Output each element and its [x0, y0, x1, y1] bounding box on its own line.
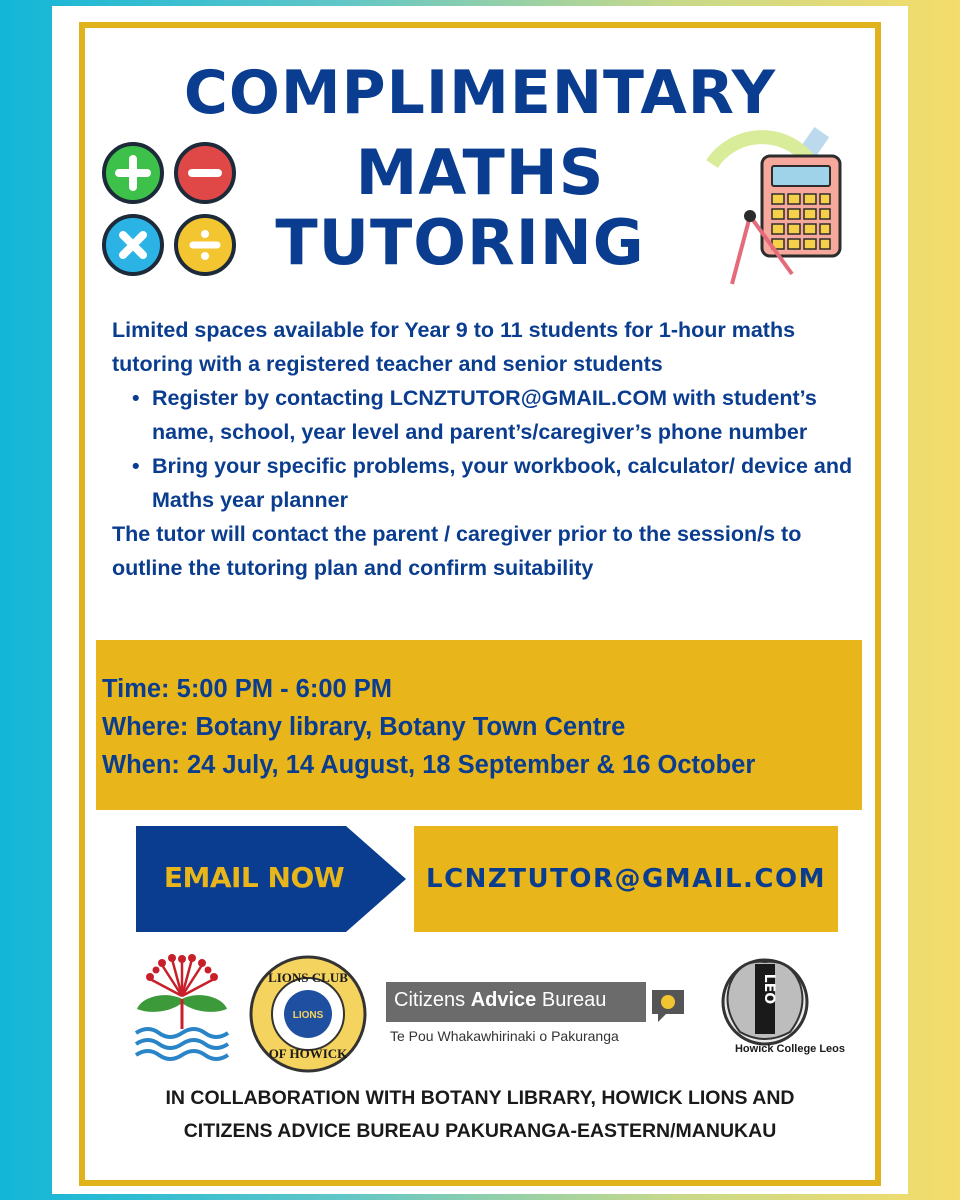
- title-line-3: TUTORING: [275, 206, 645, 279]
- where-line: Where: Botany library, Botany Town Centre: [102, 713, 626, 741]
- cab-name: [386, 982, 646, 1022]
- bullet-list: [112, 381, 872, 517]
- lions-bottom-text: OF HOWICK: [268, 1046, 348, 1061]
- calculator-icon: [692, 124, 862, 294]
- cab-subtitle: Te Pou Whakawhirinaki o Pakuranga: [390, 1028, 619, 1044]
- collaboration-footer: [52, 1082, 908, 1148]
- leo-caption: Howick College Leos: [734, 1043, 846, 1055]
- session-details: [96, 640, 862, 810]
- bullet-bring: • Bring your specific problems, your workbook, calculator/ device and Maths year planner: [112, 449, 872, 517]
- time-line: Time: 5:00 PM - 6:00 PM: [102, 675, 393, 703]
- closing-text: The tutor will contact the parent / caregiver prior to the session/s to outline the tutoring plan and confirm suitability: [112, 522, 802, 580]
- leo-club-logo: [700, 954, 846, 1055]
- minus-icon: [174, 142, 236, 204]
- lions-club-logo: [248, 954, 368, 1074]
- email-address[interactable]: LCNZTUTOR@GMAIL.COM: [414, 826, 838, 932]
- times-icon: [102, 214, 164, 276]
- speech-bubble-icon: [648, 986, 688, 1026]
- title-line-1: COMPLIMENTARY: [183, 58, 777, 128]
- email-now-label[interactable]: EMAIL NOW: [163, 861, 345, 894]
- divide-icon: [174, 214, 236, 276]
- plus-icon: [102, 142, 164, 204]
- poster: [52, 6, 908, 1194]
- intro-text: Limited spaces available for Year 9 to 11 students for 1-hour maths tutoring with a registered teacher and senior students: [112, 318, 796, 376]
- cab-name-advice: Advice: [470, 989, 537, 1011]
- botany-library-logo: [132, 951, 232, 1061]
- title-line-2: MATHS: [355, 136, 605, 209]
- when-line: When: 24 July, 14 August, 18 September & 16 October: [102, 751, 756, 779]
- description: [112, 313, 872, 585]
- bullet-register: • Register by contacting LCNZTUTOR@GMAIL.COM with student’s name, school, year level and parent’s/caregiver’s phone number: [112, 381, 872, 449]
- footer-line-1: IN COLLABORATION WITH BOTANY LIBRARY, HOWICK LIONS AND: [165, 1087, 795, 1109]
- cab-name-citizens: Citizens: [394, 989, 471, 1011]
- citizens-advice-bureau-logo: [386, 982, 686, 1054]
- lions-center-text: LIONS: [292, 1010, 324, 1021]
- cab-name-bureau: Bureau: [536, 989, 607, 1011]
- leo-letters: LEO: [761, 973, 777, 1005]
- footer-line-2: CITIZENS ADVICE BUREAU PAKURANGA-EASTERN/MANUKAU: [183, 1120, 777, 1142]
- math-operators: [102, 142, 242, 282]
- lions-top-text: LIONS CLUB: [268, 970, 348, 985]
